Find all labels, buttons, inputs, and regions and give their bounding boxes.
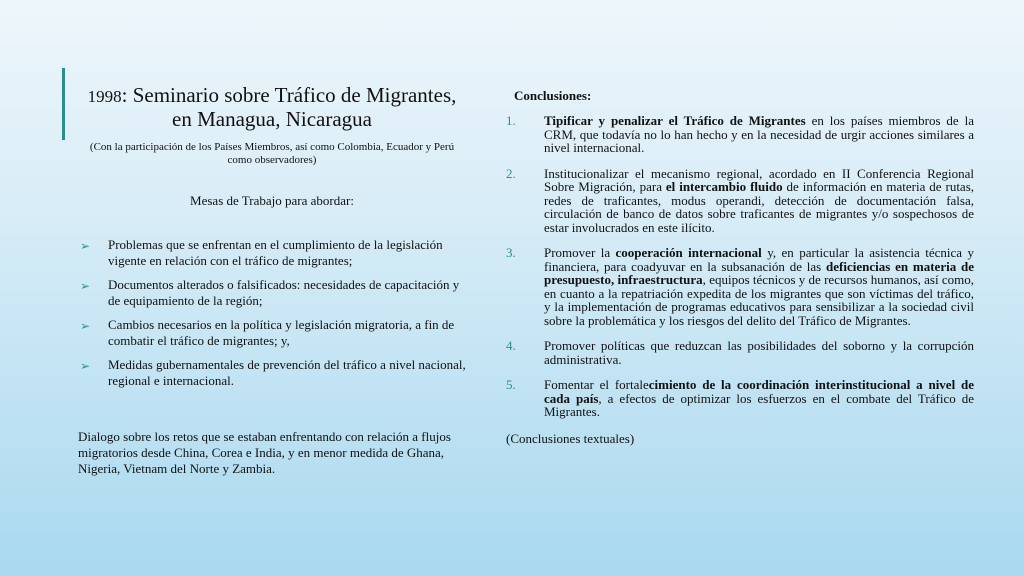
arrow-bullet-icon: ➢ [80,279,91,293]
conclusion-item: 1. Tipificar y penalizar el Tráfico de Migrantes en los países miembros de la CRM, que todavía no lo han hecho y en la necesidad de urgir acciones similares a nivel internacional. [506,113,974,155]
dialogo-paragraph: Dialogo sobre los retos que se estaban enfrentando con relación a flujos migratorios desde China, Corea e India, y en menor medida de Ghana, Nigeria, Vietnam del Norte y Zambia. [78,429,451,476]
slide-subtitle: (Con la participación de los Países Miembros, así como Colombia, Ecuador y Perú como observadores) [89,141,455,166]
mesas-heading: Mesas de Trabajo para abordar: [190,193,354,208]
title-year: 1998 [87,87,122,106]
list-item: ➢ Problemas que se enfrentan en el cumplimiento de la legislación vigente en relación con el tráfico de migrantes; [80,237,443,268]
conclusion-item: 5. Fomentar el fortalecimiento de la coordinación interinstitucional a nivel de cada país, a efectos de optimizar los esfuerzos en el combate del Tráfico de Migrantes. [506,377,974,419]
list-item: ➢ Cambios necesarios en la política y legislación migratoria, a fin de combatir el tráfico de migrantes; y, [80,317,455,348]
arrow-bullet-icon: ➢ [80,239,91,253]
title-text: : Seminario sobre Tráfico de Migrantes, en Managua, Nicaragua [121,83,457,131]
list-item: ➢ Medidas gubernamentales de prevención del tráfico a nivel nacional, regional e internacional. [80,357,466,388]
conclusion-item: 4. Promover políticas que reduzcan las posibilidades del soborno y la corrupción administrativa. [506,338,974,367]
slide-title [78,84,466,131]
conclusiones-heading: Conclusiones: [514,88,592,103]
accent-bar [62,68,65,140]
conclusiones-footer: (Conclusiones textuales) [506,430,635,446]
conclusion-item: 3. Promover la cooperación internacional y, en particular la asistencia técnica y financiera, para coadyuvar en la subsanación de las deficiencias en materia de presupuesto, infraestructura, equipos técnicos y de recursos humanos, así como, en cuanto a la repatriación expedita de los migrantes que son víctimas del tráfico, y la implementación de programas educativos para sensibilizar a la sociedad civil sobre la problemática y los riesgos del delito del Tráfico de Migrantes. [506,245,975,328]
list-item: ➢ Documentos alterados o falsificados: necesidades de capacitación y de equipamiento de la región; [80,277,460,308]
left-column [78,84,466,477]
arrow-bullet-icon: ➢ [80,359,91,373]
conclusion-item: 2. Institucionalizar el mecanismo regional, acordado en II Conferencia Regional Sobre Migración, para el intercambio fluido de información en materia de rutas, redes de traficantes, modus operandi, detección de documentación falsa, circulación de banco de datos sobre traficantes de migrantes y/o sospechosos de estar involucrados en este ilícito. [506,165,975,235]
conclusiones-list [506,114,974,419]
mesas-list [78,237,466,389]
right-column [506,88,974,447]
arrow-bullet-icon: ➢ [80,319,91,333]
